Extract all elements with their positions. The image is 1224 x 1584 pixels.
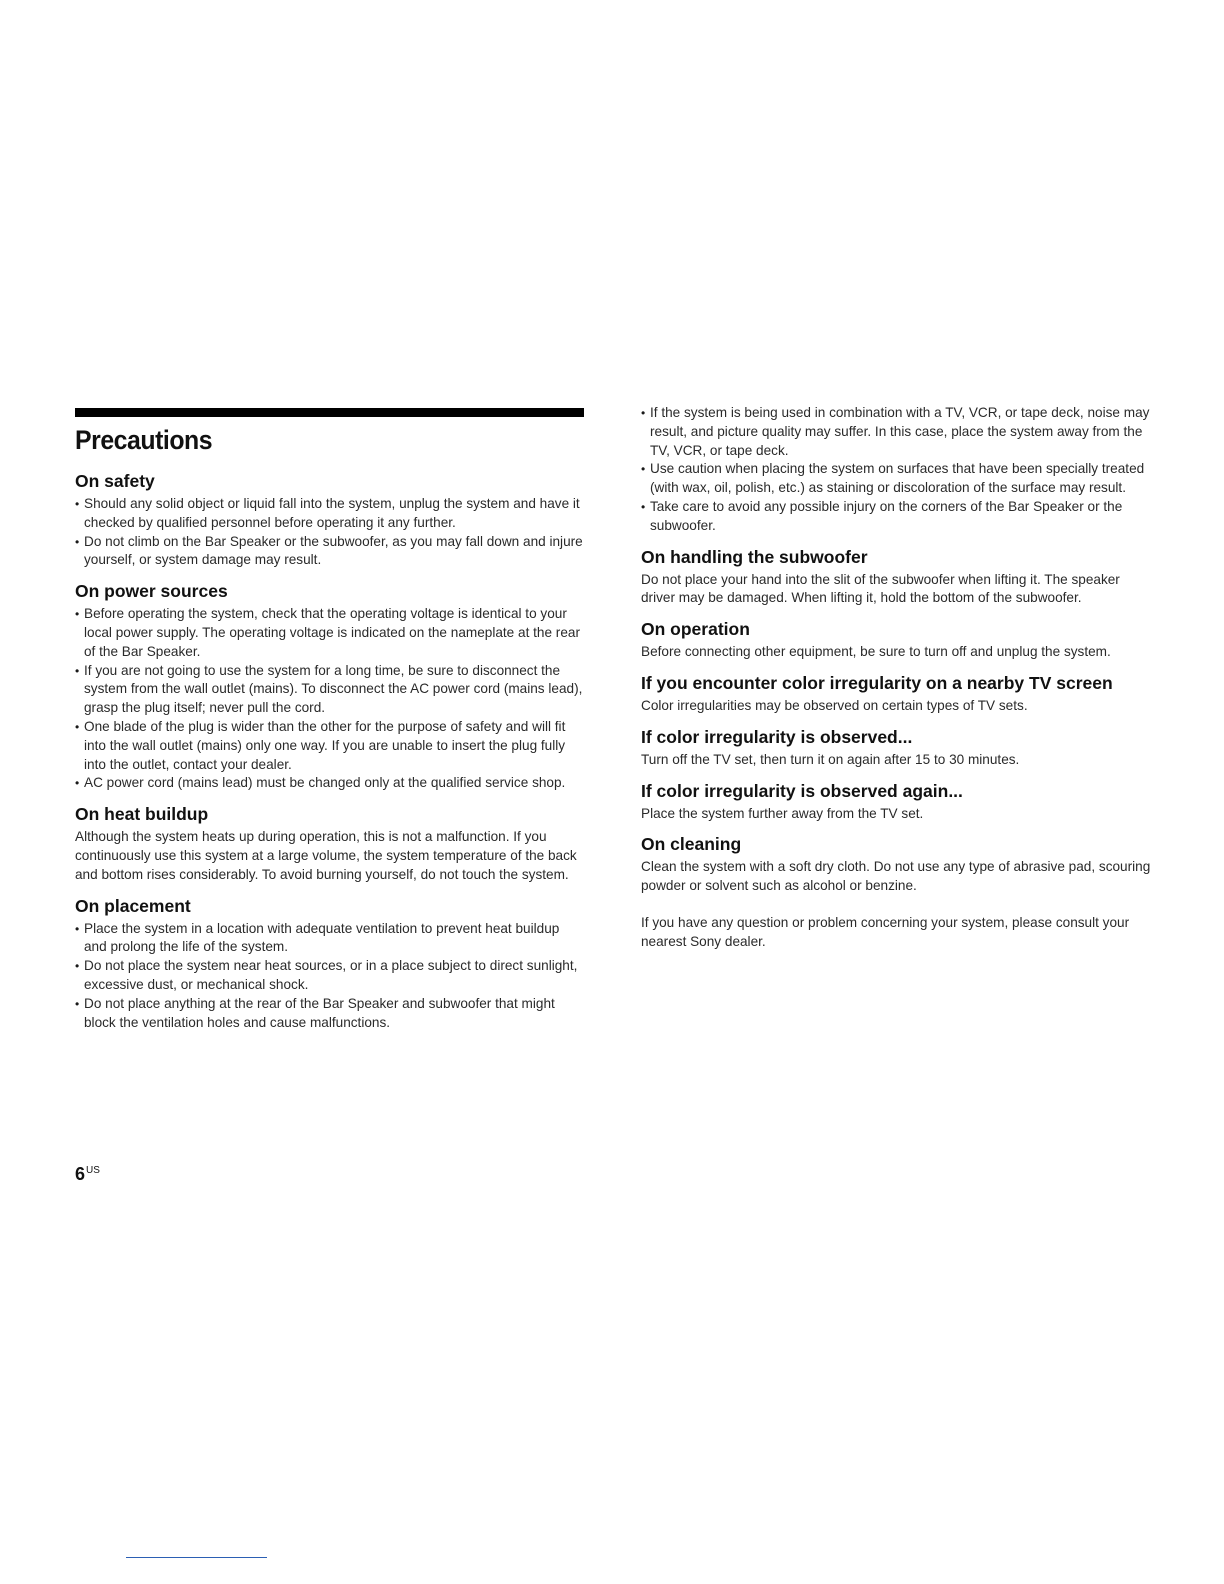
bullet-item: • Should any solid object or liquid fall into the system, unplug the system and have it checked by qualified personnel before operating it any further.	[75, 495, 584, 533]
bullet-list	[75, 605, 584, 793]
bullet-item: • One blade of the plug is wider than the other for the purpose of safety and will fit into the wall outlet (mains) only one way. If you are unable to insert the plug fully into the outlet, contact your dealer.	[75, 718, 584, 774]
section-power-sources	[75, 580, 584, 793]
section-color-observed	[641, 726, 1151, 770]
section-placement	[75, 895, 584, 1033]
bullet-list	[641, 404, 1151, 536]
section-text: Color irregularities may be observed on certain types of TV sets.	[641, 697, 1028, 713]
left-column	[75, 408, 584, 1042]
right-column	[641, 404, 1151, 952]
section-heading: On heat buildup	[75, 804, 209, 825]
page-number-suffix: US	[86, 1165, 100, 1176]
bullet-item: • Place the system in a location with adequate ventilation to prevent heat buildup and prolong the life of the system.	[75, 920, 584, 958]
section-heading: On safety	[75, 471, 155, 491]
page-number	[75, 1164, 100, 1185]
bullet-list	[75, 920, 584, 1033]
closing-note: If you have any question or problem concerning your system, please consult your nearest Sony dealer.	[641, 914, 1130, 949]
section-heading: On cleaning	[641, 834, 742, 855]
section-operation	[641, 618, 1151, 662]
section-handling-subwoofer	[641, 546, 1151, 609]
bullet-item: • Before operating the system, check that the operating voltage is identical to your local power supply. The operating voltage is indicated on the nameplate at the rear of the Bar Speaker.	[75, 605, 584, 661]
title-rule	[75, 408, 584, 417]
bullet-item: • Do not climb on the Bar Speaker or the subwoofer, as you may fall down and injure yourself, or system damage may result.	[75, 533, 584, 571]
section-text: Turn off the TV set, then turn it on again after 15 to 30 minutes.	[641, 751, 1020, 767]
section-color-irregularity	[641, 672, 1151, 716]
section-heading: If color irregularity is observed...	[641, 726, 913, 747]
bullet-list	[75, 495, 584, 570]
bullet-item: • If the system is being used in combination with a TV, VCR, or tape deck, noise may result, and picture quality may suffer. In this case, place the system away from the TV, VCR, or tape deck.	[641, 404, 1151, 460]
section-cleaning	[641, 833, 1151, 896]
bullet-item: • Do not place anything at the rear of the Bar Speaker and subwoofer that might block the ventilation holes and cause malfunctions.	[75, 995, 584, 1033]
section-safety	[75, 470, 584, 570]
bullet-item: • If you are not going to use the system for a long time, be sure to disconnect the system from the wall outlet (mains). To disconnect the AC power cord (mains lead), grasp the plug itself; never pull the cord.	[75, 662, 584, 718]
section-heading: If you encounter color irregularity on a nearby TV screen	[641, 672, 1113, 693]
section-placement-continued	[641, 404, 1151, 536]
page-number-value: 6	[75, 1164, 86, 1184]
section-heading: On operation	[641, 619, 750, 640]
section-text: Clean the system with a soft dry cloth. Do not use any type of abrasive pad, scouring powder or solvent such as alcohol or benzine.	[641, 859, 1151, 894]
section-text: Do not place your hand into the slit of the subwoofer when lifting it. The speaker driver may be damaged. When lifting it, hold the bottom of the subwoofer.	[641, 571, 1120, 606]
section-heading: On power sources	[75, 581, 228, 602]
section-color-observed-again	[641, 780, 1151, 824]
section-text: Place the system further away from the TV set.	[641, 805, 924, 821]
section-heat-buildup	[75, 803, 584, 884]
page-title: Precautions	[75, 425, 213, 455]
bullet-item: • AC power cord (mains lead) must be changed only at the qualified service shop.	[75, 774, 584, 793]
section-heading: On placement	[75, 895, 191, 916]
section-text: Before connecting other equipment, be sure to turn off and unplug the system.	[641, 644, 1111, 660]
section-heading: On handling the subwoofer	[641, 546, 868, 567]
bullet-item: • Take care to avoid any possible injury on the corners of the Bar Speaker or the subwoofer.	[641, 498, 1151, 536]
bullet-item: • Do not place the system near heat sources, or in a place subject to direct sunlight, excessive dust, or mechanical shock.	[75, 957, 584, 995]
footer-rule	[126, 1557, 267, 1558]
section-text: Although the system heats up during operation, this is not a malfunction. If you continuously use this system at a large volume, the system temperature of the back and bottom rises considerably. To avoid burning yourself, do not touch the system.	[75, 829, 577, 882]
bullet-item: • Use caution when placing the system on surfaces that have been specially treated (with wax, oil, polish, etc.) as staining or discoloration of the surface may result.	[641, 460, 1151, 498]
section-heading: If color irregularity is observed again...	[641, 780, 963, 801]
